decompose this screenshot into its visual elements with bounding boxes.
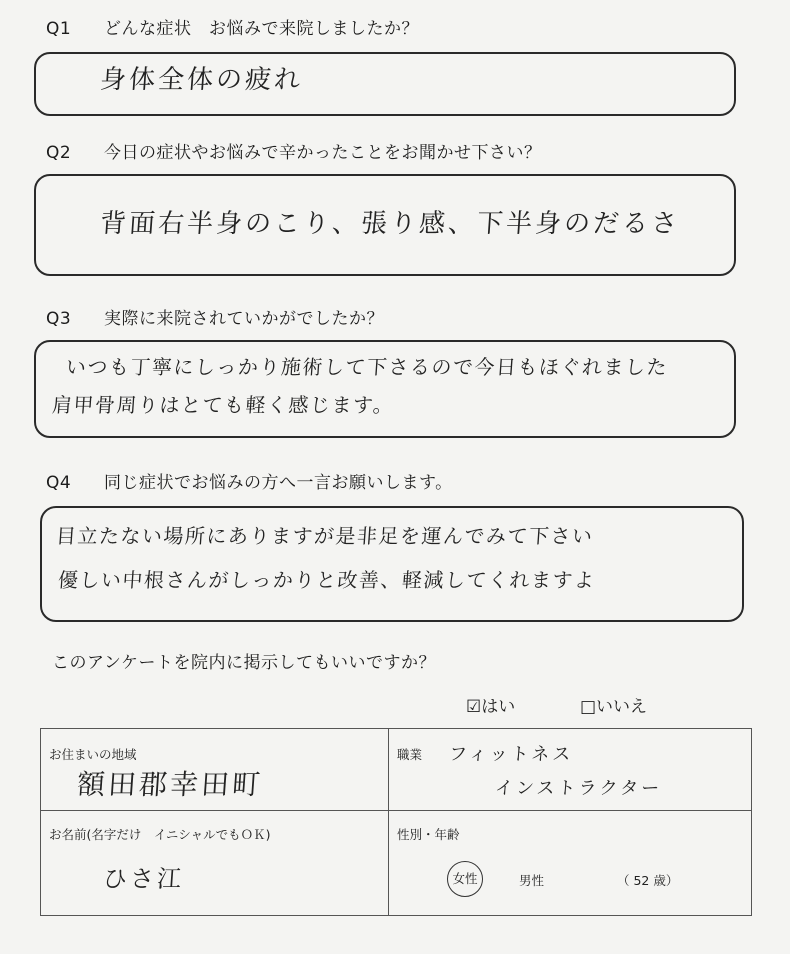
q1-text: どんな症状 お悩みで来院しましたか？ <box>104 19 419 39</box>
consent-question: このアンケートを院内に掲示してもいいですか？ <box>52 653 436 673</box>
name-label: お名前(名字だけ イニシャルでもＯＫ) <box>49 827 271 842</box>
q4-answer-line-1: 目立たない場所にありますが是非足を運んでみて下さい <box>55 524 595 548</box>
q4-label: Q4 <box>46 473 72 493</box>
female-option-circled: 女性 <box>447 861 483 897</box>
q4-question <box>46 468 453 493</box>
job-cell <box>389 729 751 811</box>
name-value: ひさ江 <box>102 865 185 893</box>
q1-label: Q1 <box>46 19 72 39</box>
q3-answer-box <box>34 340 736 438</box>
address-cell <box>41 729 389 811</box>
q4-answer-line-2: 優しい中根さんがしっかりと改善、軽減してくれますよ <box>57 568 597 592</box>
q1-answer: 身体全体の疲れ <box>98 65 305 95</box>
job-label: 職業 <box>397 747 423 762</box>
gender-age-cell <box>389 811 751 915</box>
job-value-1: フィットネス <box>448 744 575 765</box>
address-value: 額田郡幸田町 <box>75 768 265 801</box>
q2-label: Q2 <box>46 143 72 163</box>
q3-answer-line-2: 肩甲骨周りはとても軽く感じます。 <box>51 393 396 417</box>
age-value: （ 52 歳） <box>617 873 679 888</box>
male-option: 男性 <box>519 873 545 888</box>
gender-label: 性別・年齢 <box>397 827 460 842</box>
address-label: お住まいの地域 <box>49 747 137 762</box>
name-cell <box>41 811 389 915</box>
consent-no-checkbox[interactable]: □いいえ <box>580 697 648 717</box>
q1-answer-box <box>34 52 736 116</box>
q4-text: 同じ症状でお悩みの方へ一言お願いします。 <box>104 473 453 493</box>
q3-label: Q3 <box>46 309 72 329</box>
consent-yes-checkbox[interactable]: ☑はい <box>466 697 516 717</box>
job-value-2: インストラクター <box>494 778 663 799</box>
q1-question <box>46 14 419 39</box>
q2-answer-box <box>34 174 736 276</box>
q3-text: 実際に来院されていかがでしたか？ <box>104 309 384 329</box>
q2-question <box>46 138 542 163</box>
q2-answer: 背面右半身のこり、張り感、下半身のだるさ <box>98 209 682 239</box>
info-table <box>40 728 752 916</box>
q2-text: 今日の症状やお悩みで辛かったことをお聞かせ下さい？ <box>104 143 542 163</box>
q3-answer-line-1: いつも丁寧にしっかり施術して下さるので今日もほぐれました <box>65 355 669 379</box>
q4-answer-box <box>40 506 744 622</box>
q3-question <box>46 304 384 329</box>
